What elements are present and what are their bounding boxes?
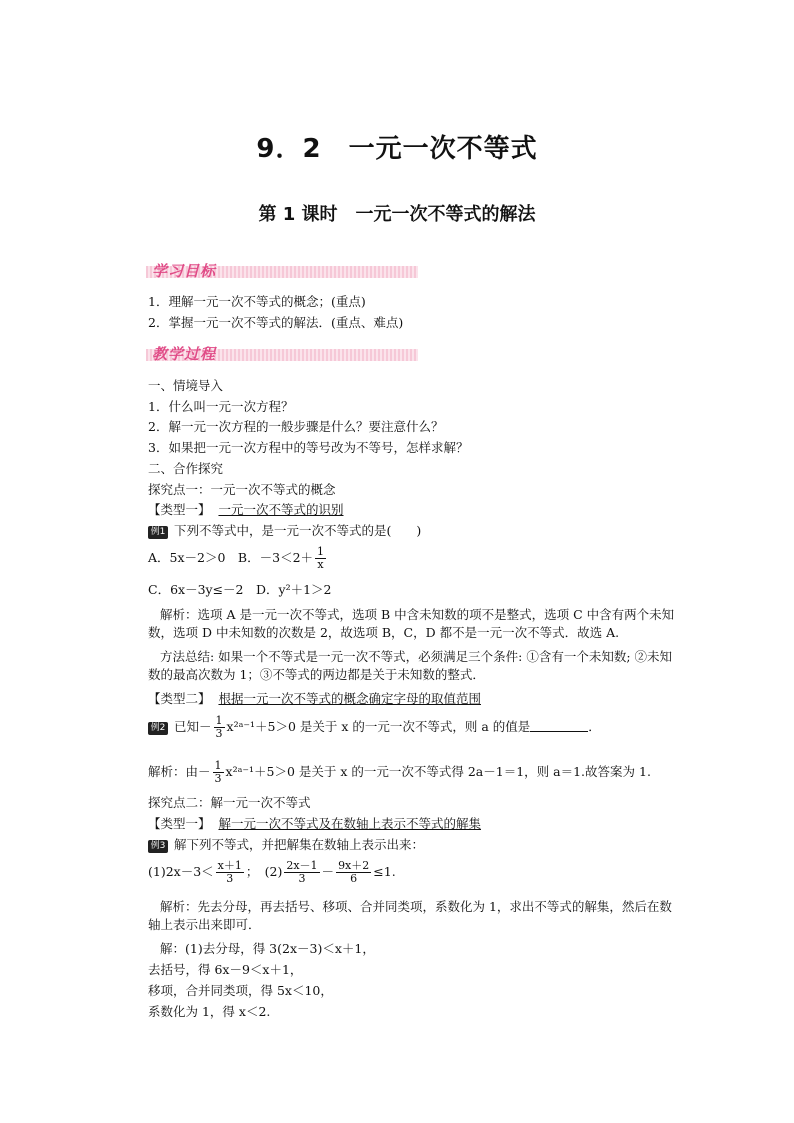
fraction-9x-plus-2-over-6: $\frac{9x+2}{6}$ (338, 859, 370, 885)
section-intro: 一、情境导入 (148, 378, 224, 393)
type-title-1: 一元一次不等式的识别 (218, 502, 344, 517)
explore-point-2: 探究点二：解一元一次不等式 (148, 795, 311, 810)
fraction-1-over-3: $\frac{1}{3}$ (215, 714, 223, 740)
fraction-1-over-x: $\frac{1}{x}$ (317, 545, 325, 571)
type-title-2: 根据一元一次不等式的概念确定字母的取值范围 (218, 691, 481, 706)
explore-point-1: 探究点一：一元一次不等式的概念 (148, 482, 336, 497)
fraction-1-over-3-solution: $\frac{1}{3}$ (214, 759, 222, 785)
section-explore: 二、合作探究 (148, 461, 224, 476)
example-1-solution: 解析：选项 A 是一元一次不等式，选项 B 中含未知数的项不是整式，选项 C 中含有两个未知数，选项 D 中未知数的次数是 2，故选项 B，C，D 都不是一元一次不等式．故选 A. (148, 607, 675, 640)
solution-step-4: 系数化为 1，得 x＜2. (148, 1004, 271, 1019)
type-heading-3: 【类型一】 解一元一次不等式及在数轴上表示不等式的解集 (148, 816, 481, 831)
solution-step-3: 移项，合并同类项，得 5x＜10， (148, 983, 333, 998)
type-heading-2: 【类型二】 根据一元一次不等式的概念确定字母的取值范围 (148, 691, 481, 706)
example-3-question: 例3 解下列不等式，并把解集在数轴上表示出来： (148, 836, 424, 854)
question-2: 2．解一元一次方程的一般步骤是什么？要注意什么？ (148, 419, 444, 434)
example-3-inequalities: (1)2x－3＜ $\frac{x+1}{3}$ ； (2) $\frac{2x-1}{3}$ － $\frac{9x+2}{6}$ ≤1. (148, 859, 396, 885)
type-title-3: 解一元一次不等式及在数轴上表示不等式的解集 (218, 816, 481, 831)
solution-step-2: 去括号，得 6x－9＜x＋1， (148, 962, 303, 977)
example-2-badge: 例2 (148, 722, 168, 735)
solution-step-1: 解：(1)去分母，得 3(2x－3)＜x＋1， (160, 941, 375, 956)
fraction-2x-minus-1-over-3: $\frac{2x-1}{3}$ (286, 859, 318, 885)
lesson-subtitle: 第 1 课时 一元一次不等式的解法 (258, 204, 536, 225)
process-banner-label: 教学过程 (152, 345, 217, 363)
answer-blank (530, 719, 588, 732)
example-2-solution: 解析：由－ $\frac{1}{3}$ x²ᵃ⁻¹＋5＞0 是关于 x 的一元一次不等式得 2a－1＝1，则 a＝1.故答案为 1. (148, 759, 651, 785)
goals-banner (146, 260, 418, 282)
example-3-badge: 例3 (148, 840, 168, 853)
example-3-analysis: 解析：先去分母，再去括号、移项、合并同类项，系数化为 1，求出不等式的解集，然后在数轴上表示出来即可． (148, 899, 672, 932)
goal-2: 2．掌握一元一次不等式的解法．(重点、难点) (148, 315, 404, 330)
type-heading-1: 【类型一】 一元一次不等式的识别 (148, 502, 344, 517)
goals-banner-label: 学习目标 (152, 262, 217, 280)
page-title: 9．2 一元一次不等式 (256, 134, 538, 164)
fraction-x-plus-1-over-3: $\frac{x+1}{3}$ (217, 859, 242, 885)
example-1-question: 例1 下列不等式中，是一元一次不等式的是( ) (148, 522, 421, 540)
question-3: 3．如果把一元一次方程中的等号改为不等号，怎样求解？ (148, 440, 469, 455)
example-1-options-cd: C．6x－3y≤－2 D．y²＋1＞2 (148, 582, 332, 597)
example-1-method: 方法总结: 如果一个不等式是一元一次不等式，必须满足三个条件: ①含有一个未知数; ②未知数的最高次数为 1；③不等式的两边都是关于未知数的整式． (148, 649, 673, 682)
example-1-badge: 例1 (148, 526, 168, 539)
example-1-options-ab: A．5x－2＞0 B．－3＜2＋ $\frac{1}{x}$ (148, 545, 325, 571)
example-2-question: 例2 已知－ $\frac{1}{3}$ x²ᵃ⁻¹＋5＞0 是关于 x 的一元一次不等式，则 a 的值是 ． (148, 715, 601, 740)
goal-1: 1．理解一元一次不等式的概念；(重点) (148, 294, 366, 309)
process-banner (146, 343, 418, 365)
question-1: 1．什么叫一元一次方程？ (148, 399, 294, 414)
